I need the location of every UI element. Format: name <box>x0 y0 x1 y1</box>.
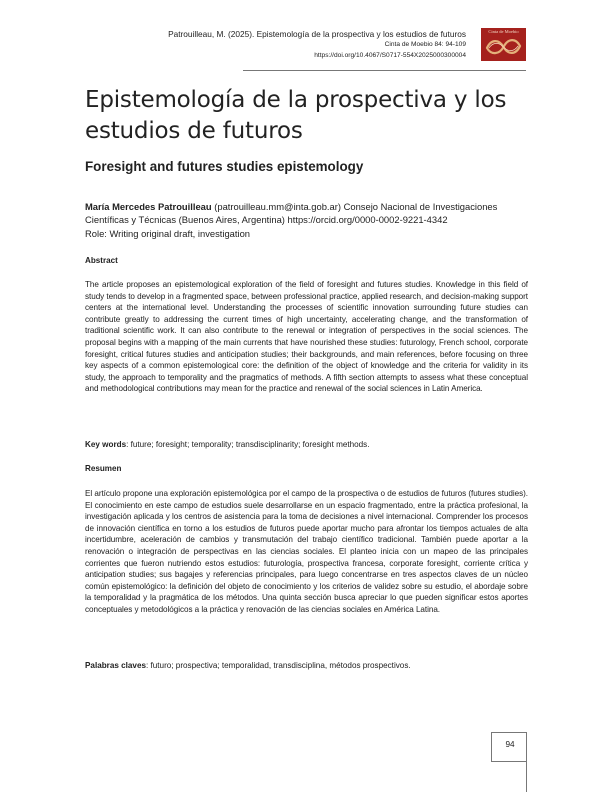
abstract-text: The article proposes an epistemological exploration of the field of foresight and futures studies. Knowledge in this field of study tends to develop in a fragmented space, between professional practice, applied research, and decision-making support centers at the international level. Understanding the processes of scientific innovation surrounding future studies can contribute greatly to addressing the current times of high uncertainty, accelerating change, and the transformation of traditional scientific work. It can also contribute to the renewal or integration of perspectives in the social sciences. The proposal begins with a mapping of the main currents that have nourished these studies: futurology, French school, corporate foresight, critical futures studies and anticipation studies; their backgrounds, and main references, before focusing on three key aspects of a common epistemological core: the definition of the object of knowledge and the criteria for validity in its study, the approach to temporality and the pragmatics of methods. A fifth section attempts to assess what these conceptual and methodological contributions may mean for the practice and renewal of the social sciences in Latin America. <box>85 280 528 394</box>
abstract-keywords <box>85 439 528 450</box>
resumen-text: El artículo propone una exploración epistemológica por el campo de la prospectiva o de estudios de futuros (futures studies). El conocimiento en este campo de estudios suele desarrollarse en un espacio fragmentado, entre la práctica profesional, la investigación aplicada y los centros de asistencia para la toma de decisiones a nivel internacional. Comprender los procesos de innovación científica en torno a los estudios de futuros puede aportar mucho para afrontar los tiempos actuales de alta incertidumbre, aceleración de cambios y transmutación del trabajo científico tradicional. También puede aportar a la renovación o integración de perspectivas en las ciencias sociales. El planteo inicia con un mapeo de las principales corrientes que fueron nutriendo estos estudios: futurología, prospectiva francesa, corporate foresight, corriente crítica y anticipation studies; sus bagajes y referencias principales, para luego concentrarse en tres aspectos claves de un núcleo común epistemológico: la definición del objeto de conocimiento y los criterios de validez sobre su estudio, el abordaje sobre la temporalidad y la pragmática de los métodos. Una quinta sección busca apreciar lo que pueden significar estos aportes conceptuales y metodológicos a la práctica y renovación de las ciencias sociales en América Latina. <box>85 489 528 614</box>
palabras-claves-label: Palabras claves <box>85 661 146 670</box>
author-role: Role: Writing original draft, investigation <box>85 227 251 239</box>
resumen-keywords <box>85 660 528 671</box>
author-block <box>85 200 530 240</box>
header-citation: Patrouilleau, M. (2025). Epistemología de la prospectiva y los estudios de futuros <box>168 29 466 39</box>
resumen-heading: Resumen <box>85 464 122 473</box>
page-number-box <box>491 732 527 762</box>
author-name: María Mercedes Patrouilleau <box>85 201 212 212</box>
header-doi[interactable]: https://doi.org/10.4067/S0717-554X2025000300004 <box>314 51 466 59</box>
journal-logo-text: Cinta de Moebio <box>488 29 519 34</box>
header-journal: Cinta de Moebio 84: 94-109 <box>384 41 466 48</box>
journal-logo <box>481 28 526 61</box>
article-title: Epistemología de la prospectiva y los estudios de futuros <box>85 87 507 144</box>
moebio-strip-icon <box>483 33 524 60</box>
palabras-claves-list: : futuro; prospectiva; temporalidad, transdisciplina, métodos prospectivos. <box>146 661 411 670</box>
keywords-label: Key words <box>85 440 127 449</box>
page-number: 94 <box>505 740 515 749</box>
author-details: (patrouilleau.mm@inta.gob.ar) Consejo Nacional de Investigaciones Científicas y Técnicas (Buenos Aires, Argentina) https://orcid.org/0000-0002-9221-4342 <box>85 201 498 226</box>
running-header <box>86 29 466 61</box>
keywords-list: : future; foresight; temporality; transdisciplinarity; foresight methods. <box>126 440 370 449</box>
abstract-heading: Abstract <box>85 256 118 265</box>
header-rule <box>243 70 526 71</box>
article-subtitle: Foresight and futures studies epistemology <box>85 159 364 174</box>
